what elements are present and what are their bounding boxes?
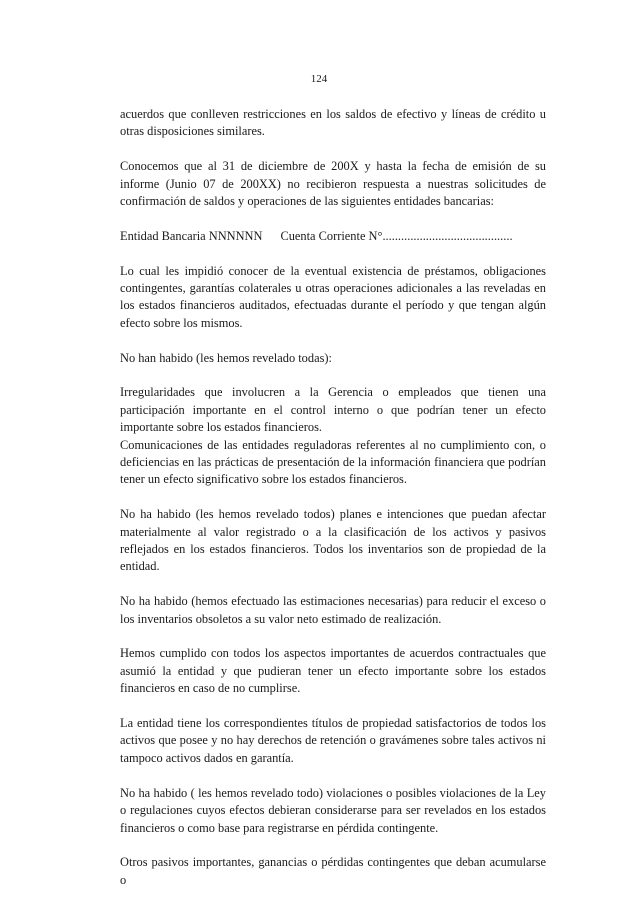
- bank-account-number: Cuenta Corriente N°..........................................: [280, 228, 513, 243]
- paragraph-regulator-communications: Comunicaciones de las entidades reguladoras referentes al no cumplimiento con, o deficiencias en las prácticas de presentación de la información financiera que podrían tener un efecto significativo sobre los estados financieros.: [120, 437, 546, 487]
- paragraph-bank-confirmations: Conocemos que al 31 de diciembre de 200X y hasta la fecha de emisión de su informe (Junio 07 de 200XX) no recibieron respuesta a nuestras solicitudes de confirmación de saldos y operaciones de las siguientes entidades bancarias:: [120, 159, 546, 209]
- paragraph-other-liabilities: Otros pasivos importantes, ganancias o pérdidas contingentes que deban acumularse o: [120, 855, 546, 887]
- paragraph-irregularities: Irregularidades que involucren a la Gerencia o empleados que tienen una participación importante en el control interno o que podrían tener un efecto importante sobre los estados financieros.: [120, 385, 546, 435]
- bank-entity-name: Entidad Bancaria NNNNNN: [120, 228, 263, 243]
- bank-entity-line: [120, 228, 546, 245]
- document-body: [120, 106, 546, 907]
- paragraph-undisclosed-effects: Lo cual les impidió conocer de la eventual existencia de préstamos, obligaciones contingentes, garantías colaterales u otras operaciones adicionales a las reveladas en los estados financieros auditados, efectuadas durante el período y que tengan algún efecto sobre los mismos.: [120, 263, 546, 330]
- page-number: 124: [310, 73, 328, 85]
- paragraph-law-violations: No ha habido ( les hemos revelado todo) violaciones o posibles violaciones de la Ley o regulaciones cuyos efectos debieran considerarse para ser revelados en los estados financieros o como base para registrarse en pérdida contingente.: [120, 785, 546, 835]
- paragraph-inventory-estimates: No ha habido (hemos efectuado las estimaciones necesarias) para reducir el exceso o los inventarios obsoletos a su valor neto estimado de realización.: [120, 594, 546, 626]
- paragraph-contractual-compliance: Hemos cumplido con todos los aspectos importantes de acuerdos contractuales que asumió la entidad y que pudieran tener un efecto importante sobre los estados financieros en caso de no cumplirse.: [120, 646, 546, 696]
- paragraph-no-han-habido: No han habido (les hemos revelado todas):: [120, 350, 332, 365]
- paragraph-credit-restrictions: acuerdos que conlleven restricciones en los saldos de efectivo y líneas de crédito u otras disposiciones similares.: [120, 107, 546, 139]
- paragraph-plans-intentions: No ha habido (les hemos revelado todos) planes e intenciones que puedan afectar materialmente al valor registrado o a la clasificación de los activos y pasivos reflejados en los estados financieros. Todos los inventarios son de propiedad de la entidad.: [120, 507, 546, 574]
- paragraph-property-titles: La entidad tiene los correspondientes títulos de propiedad satisfactorios de todos los activos que posee y no hay derechos de retención o gravámenes sobre tales activos ni tampoco activos dados en garantía.: [120, 716, 546, 765]
